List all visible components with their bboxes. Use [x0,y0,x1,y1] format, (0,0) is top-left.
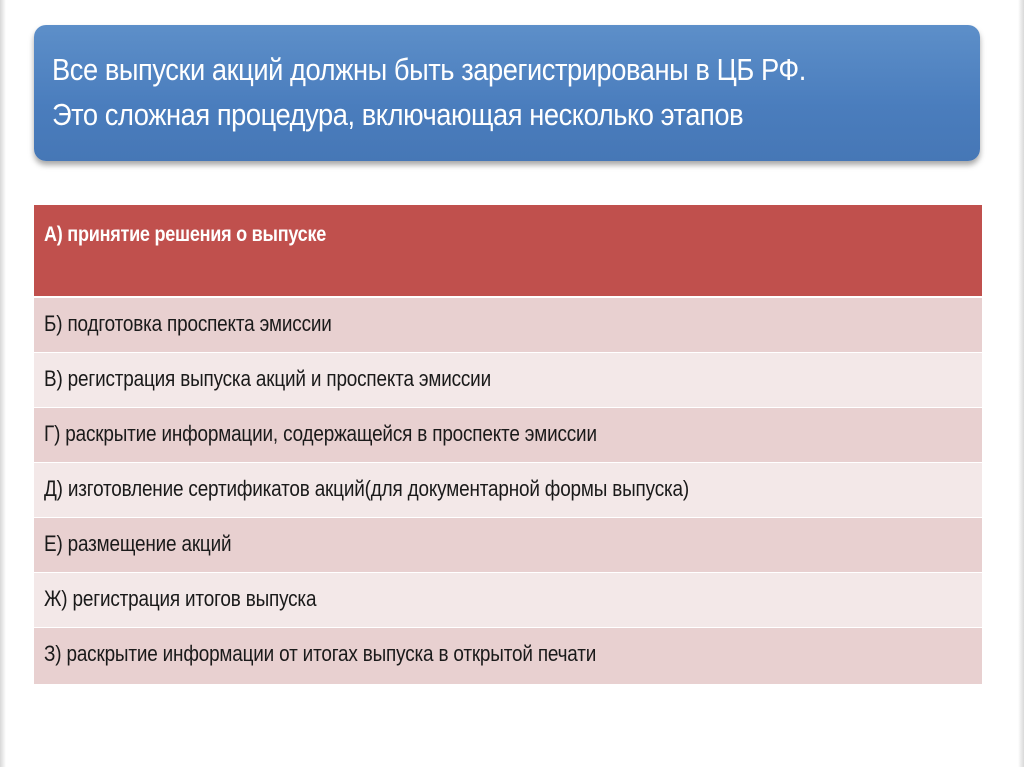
step-text: Б) подготовка проспекта эмиссии [44,311,332,336]
slide-left-edge [0,0,6,767]
title-box [34,25,980,161]
step-text: Е) размещение акций [44,531,232,556]
steps-table [34,205,982,685]
step-header-row [34,205,982,298]
title-line-1: Все выпуски акций должны быть зарегистрированы в ЦБ РФ. [52,52,806,87]
slide-right-edge [1018,0,1024,767]
step-text: В) регистрация выпуска акций и проспекта эмиссии [44,366,491,391]
step-row [34,463,982,518]
step-row [34,408,982,463]
step-text: Ж) регистрация итогов выпуска [44,586,317,611]
step-text: З) раскрытие информации от итогах выпуска в открытой печати [44,641,597,666]
step-text: Г) раскрытие информации, содержащейся в проспекте эмиссии [44,421,597,446]
step-row [34,518,982,573]
step-row [34,573,982,628]
step-row [34,353,982,408]
step-header-text: А) принятие решения о выпуске [44,223,327,246]
step-row [34,298,982,353]
step-row [34,628,982,685]
step-text: Д) изготовление сертификатов акций(для документарной формы выпуска) [44,476,689,501]
title-line-2: Это сложная процедура, включающая несколько этапов [52,97,744,132]
